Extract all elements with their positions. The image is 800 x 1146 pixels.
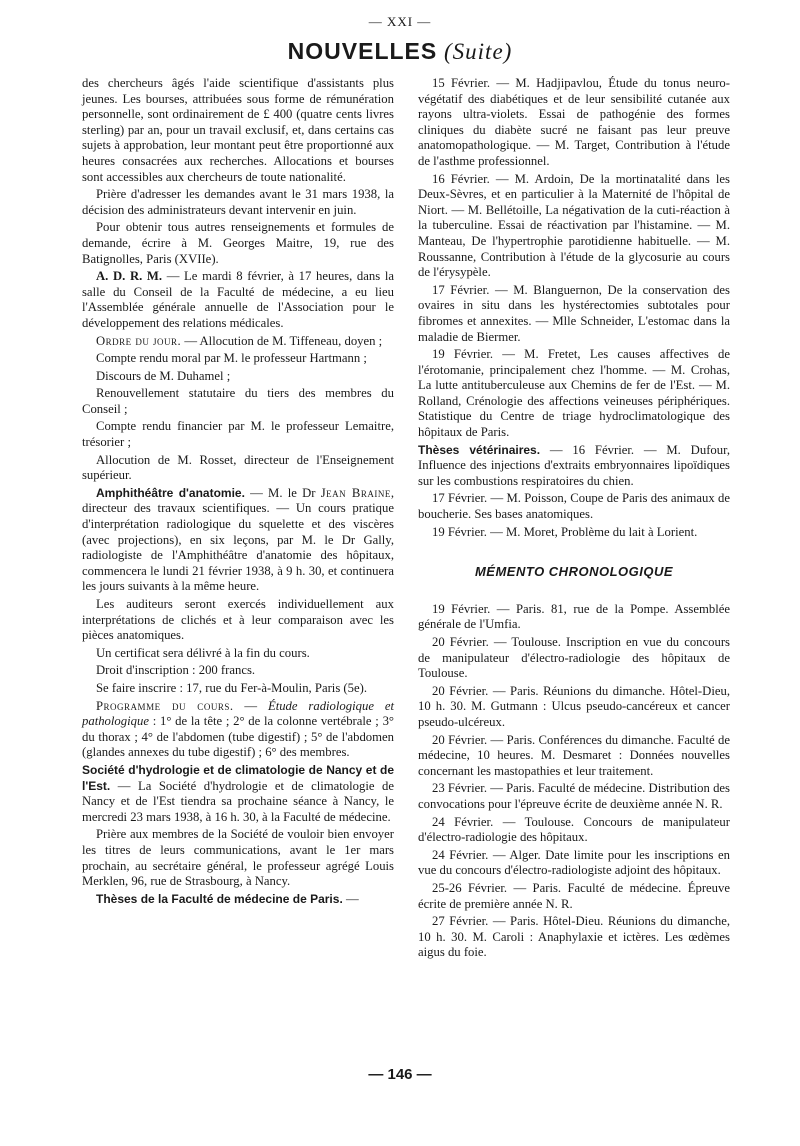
paragraph: Pour obtenir tous autres renseignements et formules de demande, écrire à M. Georges Maitre, 19, rue des Batignolles, Paris (XVIIe). xyxy=(82,220,394,266)
list-item: Allocution de M. Rosset, directeur de l'Enseignement supérieur. xyxy=(82,452,394,483)
adrm-paragraph xyxy=(82,269,394,331)
these-entry: 19 Février. — M. Fretet, Les causes affectives de l'érotomanie, principalement chez l'homme. — M. Crohas, La lutte antituberculeuse aux Chemins de fer de l'Est. — M. Rolland, Crénologie des affections veineuses périphériques. Statistique du Centre de triage hydroclimatologique des hôpitaux de Paris. xyxy=(418,347,730,440)
title-suite: (Suite) xyxy=(444,39,513,64)
right-column xyxy=(418,76,730,963)
paragraph-text: — Allocution de M. Tiffeneau, doyen ; xyxy=(181,333,383,348)
paragraph-text: — 16 Février. — M. Dufour, Influence des injections d'extraits embryonnaires lipoïdiques sur les combustions respiratoires du chien. xyxy=(418,442,730,488)
page-number-text: — 146 — xyxy=(368,1066,432,1083)
paragraph: Prière aux membres de la Société de vouloir bien envoyer les titres de leurs communications, avant le 1er mars prochain, au secrétaire général, le professeur agrégé Louis Merklen, 96, rue de Strasbourg, à Nancy. xyxy=(82,827,394,889)
memento-entry: 23 Février. — Paris. Faculté de médecine. Distribution des convocations pour l'épreuve écrite de deuxième année N. R. xyxy=(418,781,730,811)
section-heading: Thèses de la Faculté de médecine de Paris. xyxy=(96,891,343,906)
list-item: Renouvellement statutaire du tiers des membres du Conseil ; xyxy=(82,386,394,416)
paragraph: des chercheurs âgés l'aide scientifique d'assistants plus jeunes. Les bourses, attribuées sous forme de rémunération personnelle, sont ordinairement de £ 400 (quatre cents livres sterling) par an, pour un travail exclusif, et, dans certains cas sujets à approbation, leur montant peut être proportionné aux heures consacrées aux recherches. Allocations et bourses sont accessibles aux chercheurs de toute nationalité. xyxy=(82,76,394,184)
paragraph-text: — M. le Dr xyxy=(244,485,321,500)
paragraph-text: — Le mardi 8 février, à 17 heures, dans la salle du Conseil de la Faculté de médecine, a eu lieu l'Assemblée générale annuelle de l'Association pour le développement des relations médicales. xyxy=(82,269,394,330)
societe-paragraph xyxy=(82,763,394,825)
these-entry: 17 Février. — M. Poisson, Coupe de Paris des animaux de boucherie. Ses bases anatomiques. xyxy=(418,491,730,522)
memento-entry: 25-26 Février. — Paris. Faculté de médecine. Épreuve écrite de première année N. R. xyxy=(418,880,730,911)
memento-entry: 20 Février. — Paris. Conférences du dimanche. Faculté de médecine, 10 heures. M. Desmaret : Données nouvelles concernant les mastopathies et leur traitement. xyxy=(418,732,730,778)
paragraph-text: — xyxy=(233,698,268,713)
page-roman-numeral: — XXI — xyxy=(368,14,432,29)
paragraph-text: , directeur des travaux scientifiques. — Un cours pratique d'interprétation radiologique du squelette et des viscères (avec projections), en six leçons, par M. le Dr Gally, radiologiste de l'Amphithéâtre d'anatomie des hôpitaux, commencera le lundi 21 février 1938, à 9 h. 30, et continuera les jours suivants à la même heure. xyxy=(82,485,394,594)
ordre-paragraph xyxy=(82,334,394,350)
section-heading: A. D. R. M. xyxy=(96,269,163,284)
person-name: Jean Braine xyxy=(320,485,391,500)
section-heading: Ordre du jour. xyxy=(96,333,182,348)
paragraph: Droit d'inscription : 200 francs. xyxy=(96,663,256,678)
memento-entry: 27 Février. — Paris. Hôtel-Dieu. Réunions du dimanche, 10 h. 30. M. Caroli : Anaphylaxie et ictères. Les œdèmes aigus du foie. xyxy=(418,914,730,960)
section-heading: Thèses vétérinaires. xyxy=(418,442,541,457)
these-entry: 16 Février. — M. Ardoin, De la mortinatalité dans les Deux-Sèvres, et en particulier à la Maternité de l'hôpital de Niort. — M. Bellétoille, La négativation de la cuti-réaction à la tuberculine. Essai de réactivation par l'histamine. — M. Manteau, De l'hypertrophie parotidienne habituelle. — M. Roussanne, Contribution à l'étude de la glycosurie au cours de l'érysypèle. xyxy=(418,171,730,280)
page-number xyxy=(0,1066,800,1084)
theses-heading-paragraph xyxy=(82,892,394,908)
memento-entry: 19 Février. — Paris. 81, rue de la Pompe. Assemblée générale de l'Umfia. xyxy=(418,601,730,632)
programme-title: Étude radiologique et pathologique xyxy=(82,698,394,729)
memento-entry: 24 Février. — Toulouse. Concours de manipulateur d'électro-radiologie des hôpitaux. xyxy=(418,814,730,845)
section-heading: Société d'hydrologie et de climatologie de Nancy et de l'Est. xyxy=(82,762,394,793)
paragraph: Les auditeurs seront exercés individuellement aux interprétations de clichés et à leur comparaison avec les pièces anatomiques. xyxy=(82,597,394,643)
title-main: NOUVELLES xyxy=(287,38,438,64)
amphi-paragraph xyxy=(82,486,394,595)
veterinaires-paragraph xyxy=(418,443,730,490)
memento-entry: 24 Février. — Alger. Date limite pour les inscriptions en vue du concours d'électro-radiologiste adjoint des hôpitaux. xyxy=(418,847,730,878)
memento-entry: 20 Février. — Paris. Réunions du dimanche. Hôtel-Dieu, 10 h. 30. M. Gutmann : Ulcus pseudo-cancéreux et cancer pseudo-ulcéreux. xyxy=(418,683,730,729)
these-entry: 15 Février. — M. Hadjipavlou, Étude du tonus neuro-végétatif des diabétiques et de leur sensibilité cutanée aux rayons ultra-violets. Essai de pathogénie des formes cliniques du diabète sucré ne faisant pas leur preuve anatomopathologique. — M. Target, Contribution à l'étude de l'asthme professionnel. xyxy=(418,76,730,168)
memento-entry: 20 Février. — Toulouse. Inscription en vue du concours de manipulateur d'électro-radiologie des hôpitaux de Toulouse. xyxy=(418,635,730,681)
list-item: Compte rendu financier par M. le professeur Lemaitre, trésorier ; xyxy=(82,419,394,450)
list-item: Compte rendu moral par M. le professeur Hartmann ; xyxy=(96,351,367,366)
list-item: Discours de M. Duhamel ; xyxy=(96,368,231,383)
paragraph: Se faire inscrire : 17, rue du Fer-à-Moulin, Paris (5e). xyxy=(96,680,368,695)
left-column xyxy=(82,76,394,909)
paragraph-text: — xyxy=(342,891,359,906)
paragraph: Un certificat sera délivré à la fin du cours. xyxy=(96,645,310,660)
programme-paragraph xyxy=(82,699,394,761)
these-entry: 19 Février. — M. Moret, Problème du lait à Lorient. xyxy=(432,524,698,539)
paragraph: Prière d'adresser les demandes avant le 31 mars 1938, la décision des administrateurs devant intervenir en juin. xyxy=(82,187,394,217)
these-entry: 17 Février. — M. Blanguernon, De la conservation des ovaires in situ dans les hystérectomies subtotales pour fibromes et annexites. — Mlle Schneider, L'estomac dans la maladie de Biermer. xyxy=(418,282,730,344)
paragraph-text: : 1° de la tête ; 2° de la colonne vertébrale ; 3° du thorax ; 4° de l'abdomen (tube digestif) ; 5° de l'abdomen (glandes annexes du tube digestif) ; 6° des membres. xyxy=(82,714,394,760)
paragraph-text: — La Société d'hydrologie et de climatologie de Nancy et de l'Est tiendra sa prochaine séance à Nancy, le mercredi 23 mars 1938, à 16 h. 30, à la Faculté de médecine. xyxy=(82,778,394,824)
section-heading: Programme du cours. xyxy=(96,698,234,713)
section-heading: Amphithéâtre d'anatomie. xyxy=(96,485,245,500)
memento-heading: MÉMENTO CHRONOLOGIQUE xyxy=(474,564,674,580)
page-title xyxy=(0,38,800,65)
